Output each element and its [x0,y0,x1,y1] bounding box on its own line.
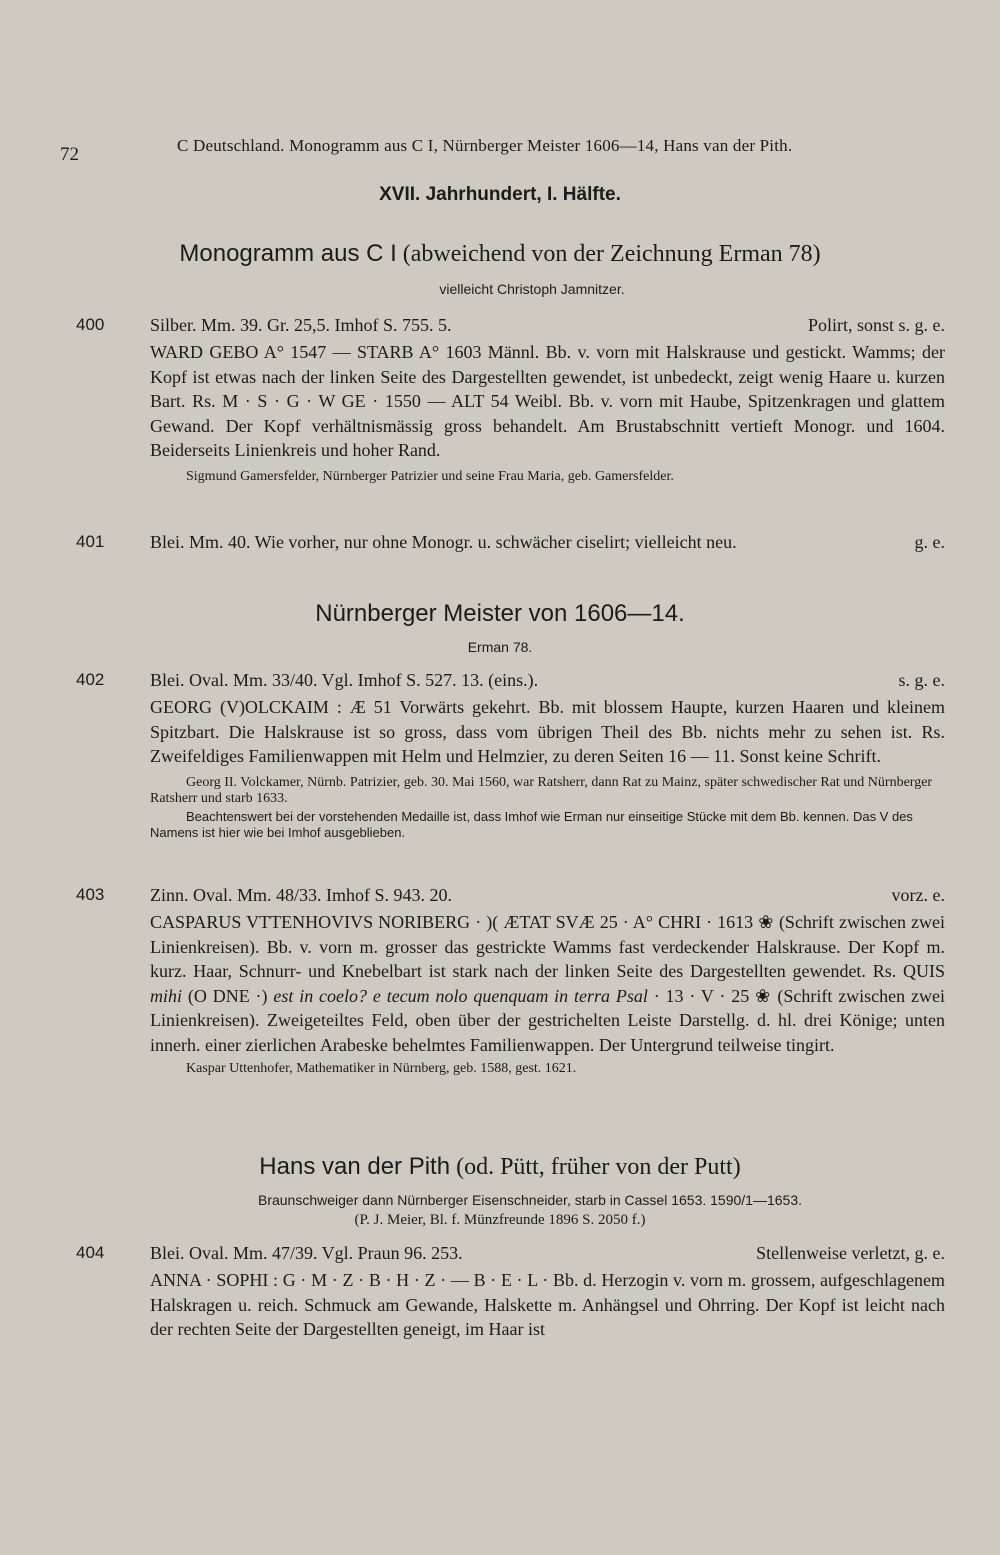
catalog-entry-403 [76,885,945,1077]
entry-description: ANNA · SOPHI : G · M · Z · B · H · Z · — B · E · L · Bb. d. Herzogin v. vorn m. grossem, aufgeschlagenem Halskragen u. reich. Schmuck am Gewande, Halskette m. Anhängsel und Ohrring. Der Kopf ist leicht nach der rechten Seite der Dargestellten geneigt, im Haar ist [150,1270,945,1339]
page-number: 72 [60,144,79,165]
entry-description: GEORG (V)OLCKAIM : Æ 51 Vorwärts gekehrt. Bb. mit blossem Haupte, kurzen Haaren und kleinem Spitzbart. Die Halskrause ist so gross, dass vom übrigen Theil des Bb. nichts mehr zu sehen ist. Rs. Zweifeldiges Familienwappen mit Helm und Helmzier, zu deren Seiten 16 — 11. Sonst keine Schrift. [150,697,945,766]
section-subtitle: Braunschweiger dann Nürnberger Eisenschneider, starb in Cassel 1653. 1590/1—1653. [257,1192,802,1208]
section-title-monogramm: Monogramm aus C I (abweichend von der Zeichnung Erman 78) [179,240,821,267]
entry-description: WARD GEBO A° 1547 — STARB A° 1603 Männl. Bb. v. vorn mit Halskrause und gestickt. Wamms; der Kopf ist etwas nach der linken Seite des Dargestellten gewendet, ist unbedeckt, zeigt wenig Haare u. kurzen Bart. Rs. M · S · G · W GE · 1550 — ALT 54 Weibl. Bb. v. vorn mit Haube, Spitzenkragen und glattem Gewand. Der Kopf verhältnismässig gross behandelt. Am Brustabschnitt vertieft Monogr. und 1604. Beiderseits Linienkreis und hoher Rand. [150,342,945,460]
entry-condition: vorz. e. [891,885,945,905]
running-title: C Deutschland. Monogramm aus C I, Nürnberger Meister 1606—14, Hans van der Pith. [177,136,793,155]
entry-number: 402 [76,670,105,689]
entry-number: 403 [76,885,105,904]
section-title-hans-van-der-pith: Hans van der Pith (od. Pütt, früher von der Putt) [259,1153,741,1180]
entry-number: 401 [76,532,105,551]
section-subtitle: Erman 78. [467,639,533,655]
entry-head: Blei. Oval. Mm. 33/40. Vgl. Imhof S. 527. 13. (eins.). [150,670,539,690]
entry-note: Georg II. Volckamer, Nürnb. Patrizier, geb. 30. Mai 1560, war Ratsherr, dann Rat zu Mainz, später schwedischer Rat und Nürnberger Ratsherr und starb 1633. [150,774,933,806]
entry-head: Zinn. Oval. Mm. 48/33. Imhof S. 943. 20. [150,885,452,905]
entry-note: Kaspar Uttenhofer, Mathematiker in Nürnberg, geb. 1588, gest. 1621. [186,1061,577,1076]
entry-head: Silber. Mm. 39. Gr. 25,5. Imhof S. 755. 5. [150,315,452,335]
section-reference: (P. J. Meier, Bl. f. Münzfreunde 1896 S. 2050 f.) [354,1212,646,1228]
entry-condition: s. g. e. [898,670,945,690]
section-subtitle: vielleicht Christoph Jamnitzer. [439,281,625,297]
section-title-nuernberger-meister: Nürnberger Meister von 1606—14. [315,600,685,627]
entry-condition: Stellenweise verletzt, g. e. [756,1243,945,1263]
entry-note: Beachtenswert bei der vorstehenden Medaille ist, dass Imhof wie Erman nur einseitige Stücke mit dem Bb. kennen. Das V des Namens ist hier wie bei Imhof ausgeblieben. [150,808,913,840]
entry-number: 400 [76,315,105,334]
catalog-entry-404 [76,1243,945,1342]
catalog-entry-401 [76,532,945,557]
entry-description: CASPARUS VTTENHOVIVS NORIBERG · )( ÆTAT SVÆ 25 · A° CHRI · 1613 ❀ (Schrift zwischen zwei Linienkreisen). Bb. v. vorn m. grosser das gestrickte Wamms fast verdeckender Halskrause. Der Kopf m. kurz. Haar, Schnurr- und Knebelbart ist stark nach der linken Seite des Dargestellten gewendet. Rs. QUIS mihi (O DNE ·) est in coelo? e tecum nolo quenquam in terra Psal · 13 · V · 25 ❀ (Schrift zwischen zwei Linienkreisen). Zweigeteiltes Feld, oben über der gestrichelten Leiste Darstellg. d. hl. drei Könige; unten innerh. einer zierlichen Arabeske behelmtes Familienwappen. Der Untergrund teilweise tingirt. [150,912,945,1055]
entry-condition: g. e. [914,532,945,552]
entry-head: Blei. Oval. Mm. 47/39. Vgl. Praun 96. 253. [150,1243,463,1263]
entry-condition: Polirt, sonst s. g. e. [807,315,945,335]
catalog-entry-402 [76,670,945,841]
running-head [60,136,940,165]
entry-number: 404 [76,1243,105,1262]
century-heading: XVII. Jahrhundert, I. Hälfte. [379,184,621,205]
entry-note: Sigmund Gamersfelder, Nürnberger Patrizier und seine Frau Maria, geb. Gamersfelder. [186,468,674,484]
catalog-entry-400 [76,315,945,485]
entry-head: Blei. Mm. 40. Wie vorher, nur ohne Monogr. u. schwächer ciselirt; vielleicht neu. [150,532,737,552]
